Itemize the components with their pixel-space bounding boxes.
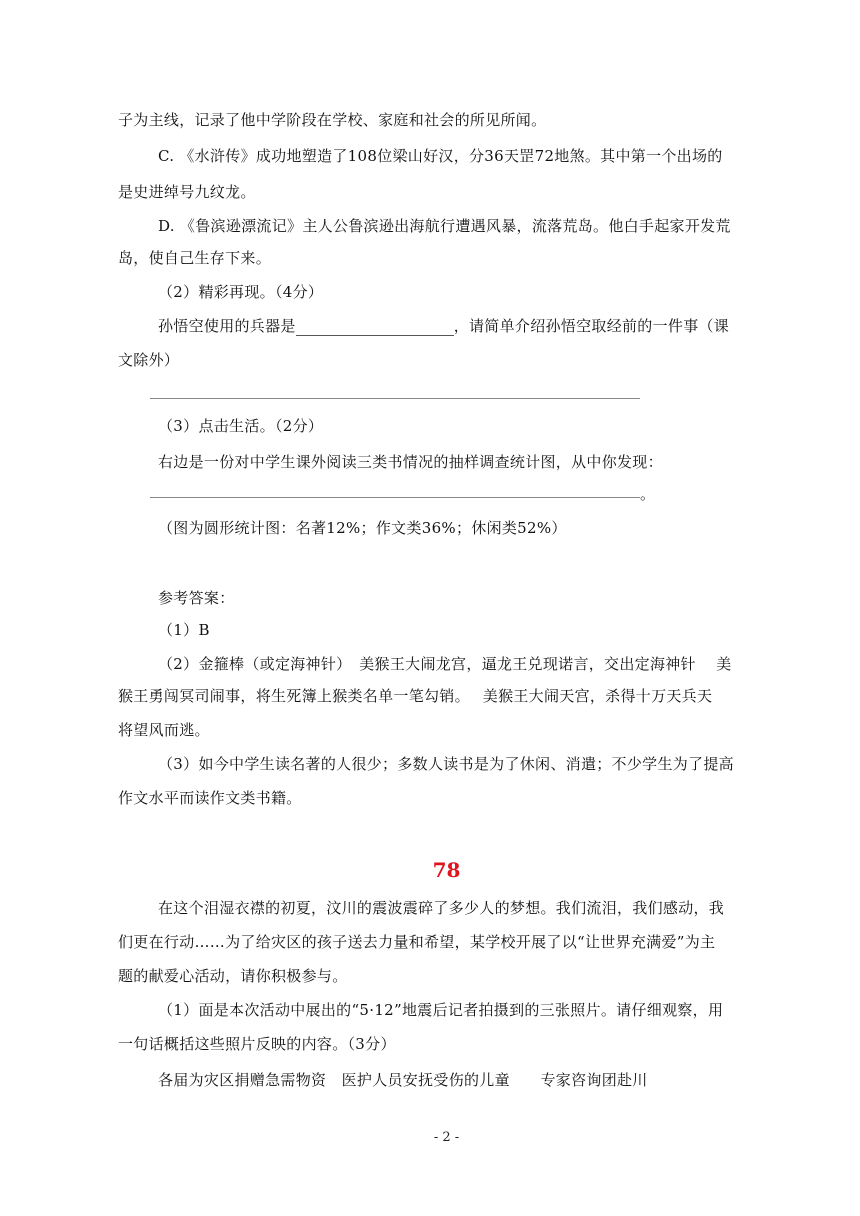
prompt-part-1: 孙悟空使用的兵器是	[158, 317, 296, 335]
answer-1: （1）B	[158, 621, 210, 639]
answer-2-line-1: （2）金箍棒（或定海神针） 美猴王大闹龙宫，逼龙王兑现诺言，交出定海神针 美	[158, 655, 732, 673]
passage-line-2: 们更在行动……为了给灾区的孩子送去力量和希望，某学校开展了以“让世界充满爱”为主	[118, 933, 716, 951]
text-line: 岛，使自己生存下来。	[118, 249, 272, 267]
question-2-prompt	[158, 316, 729, 336]
question-3-prompt: 右边是一份对中学生课外阅读三类书情况的抽样调查统计图，从中你发现：	[158, 453, 663, 471]
answer-3-line-2: 作文水平而读作文类书籍。	[118, 789, 302, 807]
answer-2-line-3: 将望风而逃。	[118, 721, 210, 739]
passage-line-1: 在这个泪湿衣襟的初夏，汶川的震波震碎了多少人的梦想。我们流泪，我们感动，我	[158, 899, 725, 917]
question-line-1: （1）面是本次活动中展出的“5·12”地震后记者拍摄到的三张照片。请仔细观察，用	[158, 1001, 724, 1019]
option-d-line: D. 《鲁滨逊漂流记》主人公鲁滨逊出海航行遭遇风暴，流落荒岛。他白手起家开发荒	[158, 217, 731, 235]
answer-3-line-1: （3）如今中学生读名著的人很少；多数人读书是为了休闲、消遣；不少学生为了提高	[158, 755, 734, 773]
answer-line	[150, 497, 640, 498]
photo-captions: 各届为灾区捐赠急需物资 医护人员安抚受伤的儿童 专家咨询团赴川	[158, 1071, 648, 1089]
chart-note: （图为圆形统计图：名著12%；作文类36%；休闲类52%）	[158, 519, 567, 537]
page-number: - 2 -	[433, 1130, 460, 1145]
question-line-2: 一句话概括这些照片反映的内容。（3分）	[118, 1035, 396, 1053]
question-2-heading: （2）精彩再现。（4分）	[158, 283, 324, 301]
section-number: 78	[432, 858, 461, 882]
option-c-line: C. 《水浒传》成功地塑造了108位梁山好汉，分36天罡72地煞。其中第一个出场的	[158, 147, 723, 165]
answer-key-heading: 参考答案：	[158, 589, 235, 607]
question-3-heading: （3）点击生活。（2分）	[158, 417, 324, 435]
answer-blank	[296, 321, 454, 336]
passage-line-3: 题的献爱心活动，请你积极参与。	[118, 967, 348, 985]
text-line: 文除外）	[118, 351, 180, 369]
answer-2-line-2: 猴王勇闯冥司闹事，将生死簿上猴类名单一笔勾销。 美猴王大闹天宫，杀得十万天兵天	[118, 687, 713, 705]
prompt-part-2: ，请简单介绍孙悟空取经前的一件事（课	[453, 317, 730, 335]
period-mark: 。	[640, 485, 656, 503]
text-line: 是史进绰号九纹龙。	[118, 183, 256, 201]
text-line: 子为主线，记录了他中学阶段在学校、家庭和社会的所见所闻。	[118, 111, 547, 129]
answer-line	[150, 398, 640, 399]
